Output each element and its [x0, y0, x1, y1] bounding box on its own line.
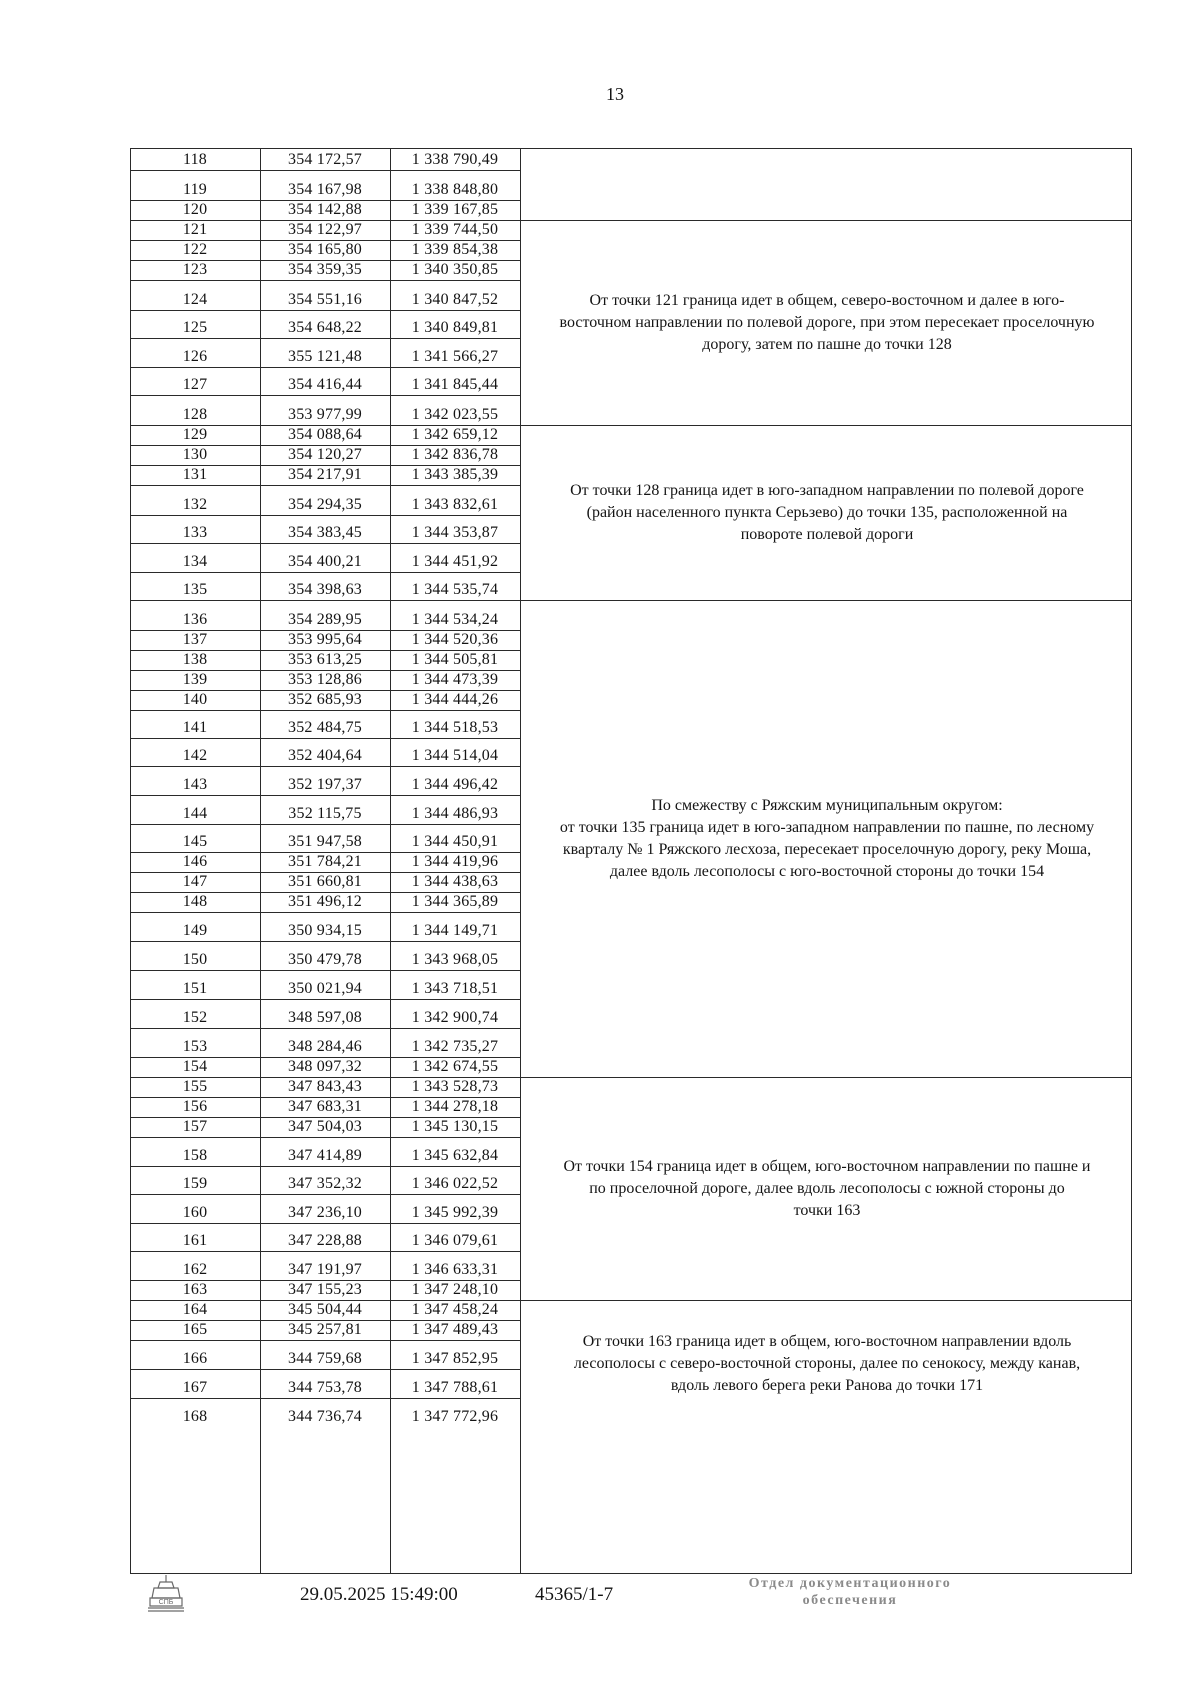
y-coordinate-cell: 1 346 633,31 — [411, 1261, 499, 1278]
y-coordinate-cell: 1 346 079,61 — [411, 1232, 499, 1249]
x-coordinate-cell: 347 228,88 — [288, 1232, 362, 1249]
description-line: От точки 121 граница идет в общем, северо-восточном и далее в юго- — [589, 291, 1065, 309]
point-number-cell: 145 — [182, 833, 208, 850]
point-number-cell: 152 — [182, 1009, 208, 1026]
point-number-cell: 120 — [182, 201, 208, 218]
point-number-cell: 125 — [182, 319, 208, 336]
y-coordinate-cell: 1 345 992,39 — [411, 1204, 499, 1221]
y-coordinate-cell: 1 344 505,81 — [411, 651, 499, 668]
point-number-cell: 135 — [182, 581, 208, 598]
y-coordinate-cell: 1 339 744,50 — [411, 221, 499, 238]
point-number-cell: 147 — [182, 873, 208, 890]
point-number-cell: 134 — [182, 553, 208, 570]
x-coordinate-cell: 353 977,99 — [288, 406, 362, 423]
point-number-cell: 143 — [182, 776, 208, 793]
point-number-cell: 166 — [182, 1350, 208, 1367]
y-coordinate-cell: 1 344 444,26 — [411, 691, 499, 708]
x-coordinate-cell: 350 479,78 — [288, 951, 362, 968]
point-number-cell: 141 — [182, 719, 208, 736]
x-coordinate-cell: 351 496,12 — [288, 893, 362, 910]
x-coordinate-cell: 354 294,35 — [288, 496, 362, 513]
description-line: лесополосы с северо-восточной стороны, далее по сенокосу, между канав, — [573, 1354, 1081, 1372]
x-coordinate-cell: 354 383,45 — [288, 524, 362, 541]
point-number-cell: 124 — [182, 291, 208, 308]
point-number-cell: 164 — [182, 1301, 208, 1318]
x-coordinate-cell: 354 120,27 — [288, 446, 362, 463]
point-number-cell: 136 — [182, 611, 208, 628]
point-number-cell: 150 — [182, 951, 208, 968]
x-coordinate-cell: 354 289,95 — [288, 611, 362, 628]
point-number-cell: 153 — [182, 1038, 208, 1055]
x-coordinate-cell: 345 504,44 — [288, 1301, 362, 1318]
point-number-cell: 131 — [182, 466, 208, 483]
y-coordinate-cell: 1 344 518,53 — [411, 719, 499, 736]
y-coordinate-cell: 1 342 735,27 — [411, 1038, 499, 1055]
point-number-cell: 156 — [182, 1098, 208, 1115]
x-coordinate-cell: 354 088,64 — [288, 426, 362, 443]
y-coordinate-cell: 1 345 130,15 — [411, 1118, 499, 1135]
y-coordinate-cell: 1 339 854,38 — [411, 241, 499, 258]
y-coordinate-cell: 1 347 852,95 — [411, 1350, 499, 1367]
point-number-cell: 139 — [182, 671, 208, 688]
table-frame — [130, 148, 1132, 1574]
x-coordinate-cell: 348 284,46 — [288, 1038, 362, 1055]
y-coordinate-cell: 1 344 514,04 — [411, 747, 499, 764]
x-coordinate-cell: 352 685,93 — [288, 691, 362, 708]
y-coordinate-cell: 1 345 632,84 — [411, 1147, 499, 1164]
point-number-cell: 118 — [182, 151, 207, 168]
y-coordinate-cell: 1 340 350,85 — [411, 261, 499, 278]
x-coordinate-cell: 352 197,37 — [288, 776, 362, 793]
y-coordinate-cell: 1 341 566,27 — [411, 348, 499, 365]
x-coordinate-cell: 351 660,81 — [288, 873, 362, 890]
point-number-cell: 146 — [182, 853, 208, 870]
y-coordinate-cell: 1 344 535,74 — [411, 581, 499, 598]
x-coordinate-cell: 355 121,48 — [288, 348, 362, 365]
department-stamp — [700, 1575, 1000, 1609]
y-coordinate-cell: 1 347 489,43 — [411, 1321, 499, 1338]
y-coordinate-cell: 1 341 845,44 — [411, 376, 499, 393]
point-number-cell: 158 — [182, 1147, 208, 1164]
x-coordinate-cell: 347 155,23 — [288, 1281, 362, 1298]
x-coordinate-cell: 347 414,89 — [288, 1147, 362, 1164]
y-coordinate-cell: 1 343 832,61 — [411, 496, 499, 513]
point-number-cell: 137 — [182, 631, 208, 648]
point-number-cell: 162 — [182, 1261, 208, 1278]
x-coordinate-cell: 351 947,58 — [288, 833, 362, 850]
x-coordinate-cell: 347 236,10 — [288, 1204, 362, 1221]
description-line: вдоль левого берега реки Ранова до точки 171 — [670, 1376, 984, 1394]
y-coordinate-cell: 1 344 419,96 — [411, 853, 499, 870]
y-coordinate-cell: 1 342 674,55 — [411, 1058, 499, 1075]
description-line: далее вдоль лесополосы с юго-восточной стороны до точки 154 — [609, 862, 1045, 880]
x-coordinate-cell: 354 172,57 — [288, 151, 362, 168]
point-number-cell: 155 — [182, 1078, 208, 1095]
x-coordinate-cell: 347 683,31 — [288, 1098, 362, 1115]
y-coordinate-cell: 1 344 473,39 — [411, 671, 499, 688]
x-coordinate-cell: 353 128,86 — [288, 671, 362, 688]
y-coordinate-cell: 1 344 149,71 — [411, 922, 499, 939]
point-number-cell: 148 — [182, 893, 208, 910]
description-line: повороте полевой дороги — [740, 525, 914, 543]
y-coordinate-cell: 1 344 438,63 — [411, 873, 499, 890]
y-coordinate-cell: 1 344 450,91 — [411, 833, 499, 850]
point-number-cell: 132 — [182, 496, 208, 513]
x-coordinate-cell: 354 217,91 — [288, 466, 362, 483]
x-coordinate-cell: 344 759,68 — [288, 1350, 362, 1367]
y-coordinate-cell: 1 347 458,24 — [411, 1301, 499, 1318]
x-coordinate-cell: 354 165,80 — [288, 241, 362, 258]
x-coordinate-cell: 354 400,21 — [288, 553, 362, 570]
y-coordinate-cell: 1 344 353,87 — [411, 524, 499, 541]
point-number-cell: 165 — [182, 1321, 208, 1338]
footer-datetime: 29.05.2025 15:49:00 — [300, 1584, 458, 1605]
point-number-cell: 159 — [182, 1175, 208, 1192]
point-number-cell: 127 — [182, 376, 208, 393]
point-number-cell: 119 — [182, 181, 207, 198]
page-number: 13 — [606, 84, 624, 104]
point-number-cell: 157 — [182, 1118, 208, 1135]
x-coordinate-cell: 347 191,97 — [288, 1261, 362, 1278]
x-coordinate-cell: 352 115,75 — [288, 805, 362, 822]
coordinates-table — [130, 148, 1132, 1574]
point-number-cell: 130 — [182, 446, 208, 463]
x-coordinate-cell: 354 359,35 — [288, 261, 362, 278]
x-coordinate-cell: 354 122,97 — [288, 221, 362, 238]
x-coordinate-cell: 354 648,22 — [288, 319, 362, 336]
description-line: От точки 128 граница идет в юго-западном направлении по полевой дороге — [570, 481, 1084, 499]
point-number-cell: 168 — [182, 1408, 208, 1425]
x-coordinate-cell: 347 843,43 — [288, 1078, 362, 1095]
y-coordinate-cell: 1 344 496,42 — [411, 776, 499, 793]
x-coordinate-cell: 344 736,74 — [288, 1408, 362, 1425]
y-coordinate-cell: 1 343 385,39 — [411, 466, 499, 483]
point-number-cell: 123 — [182, 261, 208, 278]
y-coordinate-cell: 1 344 451,92 — [411, 553, 499, 570]
y-coordinate-cell: 1 339 167,85 — [411, 201, 499, 218]
point-number-cell: 160 — [182, 1204, 208, 1221]
point-number-cell: 140 — [182, 691, 208, 708]
description-line: По смежеству с Ряжским муниципальным округом: — [651, 796, 1003, 814]
description-line: от точки 135 граница идет в юго-западном направлении по пашне, по лесному — [559, 818, 1095, 836]
x-coordinate-cell: 353 995,64 — [288, 631, 362, 648]
description-line: по проселочной дороге, далее вдоль лесополосы с южной стороны до — [589, 1179, 1065, 1197]
point-number-cell: 138 — [182, 651, 208, 668]
y-coordinate-cell: 1 344 278,18 — [411, 1098, 499, 1115]
description-line: дорогу, затем по пашне до точки 128 — [702, 335, 952, 353]
y-coordinate-cell: 1 347 248,10 — [411, 1281, 499, 1298]
x-coordinate-cell: 347 352,32 — [288, 1175, 362, 1192]
x-coordinate-cell: 347 504,03 — [288, 1118, 362, 1135]
logo-text: СПБ — [158, 1599, 174, 1606]
description-line: От точки 163 граница идет в общем, юго-восточном направлении вдоль — [582, 1332, 1072, 1350]
y-coordinate-cell: 1 347 788,61 — [411, 1379, 499, 1396]
x-coordinate-cell: 350 934,15 — [288, 922, 362, 939]
point-number-cell: 144 — [182, 805, 208, 822]
description-line: восточном направлении по полевой дороге, при этом пересекает проселочную — [559, 313, 1095, 331]
y-coordinate-cell: 1 338 790,49 — [411, 151, 499, 168]
x-coordinate-cell: 354 142,88 — [288, 201, 362, 218]
point-number-cell: 167 — [182, 1379, 208, 1396]
description-line: От точки 154 граница идет в общем, юго-восточном направлении по пашне и — [563, 1157, 1091, 1175]
y-coordinate-cell: 1 344 520,36 — [411, 631, 499, 648]
y-coordinate-cell: 1 342 659,12 — [411, 426, 499, 443]
point-number-cell: 133 — [182, 524, 208, 541]
x-coordinate-cell: 354 398,63 — [288, 581, 362, 598]
footer-doc-number: 45365/1-7 — [535, 1584, 614, 1605]
point-number-cell: 142 — [182, 747, 208, 764]
stamp-line: Отдел документационного — [748, 1576, 952, 1591]
y-coordinate-cell: 1 347 772,96 — [411, 1408, 499, 1425]
x-coordinate-cell: 354 167,98 — [288, 181, 362, 198]
y-coordinate-cell: 1 340 849,81 — [411, 319, 499, 336]
x-coordinate-cell: 351 784,21 — [288, 853, 362, 870]
x-coordinate-cell: 350 021,94 — [288, 980, 362, 997]
point-number-cell: 151 — [182, 980, 208, 997]
y-coordinate-cell: 1 346 022,52 — [411, 1175, 499, 1192]
x-coordinate-cell: 353 613,25 — [288, 651, 362, 668]
y-coordinate-cell: 1 344 486,93 — [411, 805, 499, 822]
point-number-cell: 126 — [182, 348, 208, 365]
x-coordinate-cell: 344 753,78 — [288, 1379, 362, 1396]
point-number-cell: 161 — [182, 1232, 208, 1249]
y-coordinate-cell: 1 343 718,51 — [411, 980, 499, 997]
point-number-cell: 154 — [182, 1058, 208, 1075]
y-coordinate-cell: 1 342 900,74 — [411, 1009, 499, 1026]
point-number-cell: 129 — [182, 426, 208, 443]
stamp-line: обеспечения — [802, 1593, 898, 1608]
x-coordinate-cell: 352 484,75 — [288, 719, 362, 736]
x-coordinate-cell: 352 404,64 — [288, 747, 362, 764]
y-coordinate-cell: 1 340 847,52 — [411, 291, 499, 308]
point-number-cell: 128 — [182, 406, 208, 423]
y-coordinate-cell: 1 343 528,73 — [411, 1078, 499, 1095]
y-coordinate-cell: 1 343 968,05 — [411, 951, 499, 968]
x-coordinate-cell: 348 097,32 — [288, 1058, 362, 1075]
x-coordinate-cell: 354 416,44 — [288, 376, 362, 393]
y-coordinate-cell: 1 342 836,78 — [411, 446, 499, 463]
y-coordinate-cell: 1 344 365,89 — [411, 893, 499, 910]
point-number-cell: 149 — [182, 922, 208, 939]
x-coordinate-cell: 354 551,16 — [288, 291, 362, 308]
description-line: кварталу № 1 Ряжского лесхоза, пересекает проселочную дорогу, реку Моша, — [562, 840, 1092, 858]
y-coordinate-cell: 1 344 534,24 — [411, 611, 499, 628]
description-line: (район населенного пункта Серьзево) до точки 135, расположенной на — [586, 503, 1068, 521]
x-coordinate-cell: 348 597,08 — [288, 1009, 362, 1026]
y-coordinate-cell: 1 342 023,55 — [411, 406, 499, 423]
point-number-cell: 121 — [182, 221, 208, 238]
point-number-cell: 122 — [182, 241, 208, 258]
description-line: точки 163 — [793, 1201, 861, 1219]
y-coordinate-cell: 1 338 848,80 — [411, 181, 499, 198]
point-number-cell: 163 — [182, 1281, 208, 1298]
archive-logo-icon — [145, 1572, 187, 1614]
x-coordinate-cell: 345 257,81 — [288, 1321, 362, 1338]
